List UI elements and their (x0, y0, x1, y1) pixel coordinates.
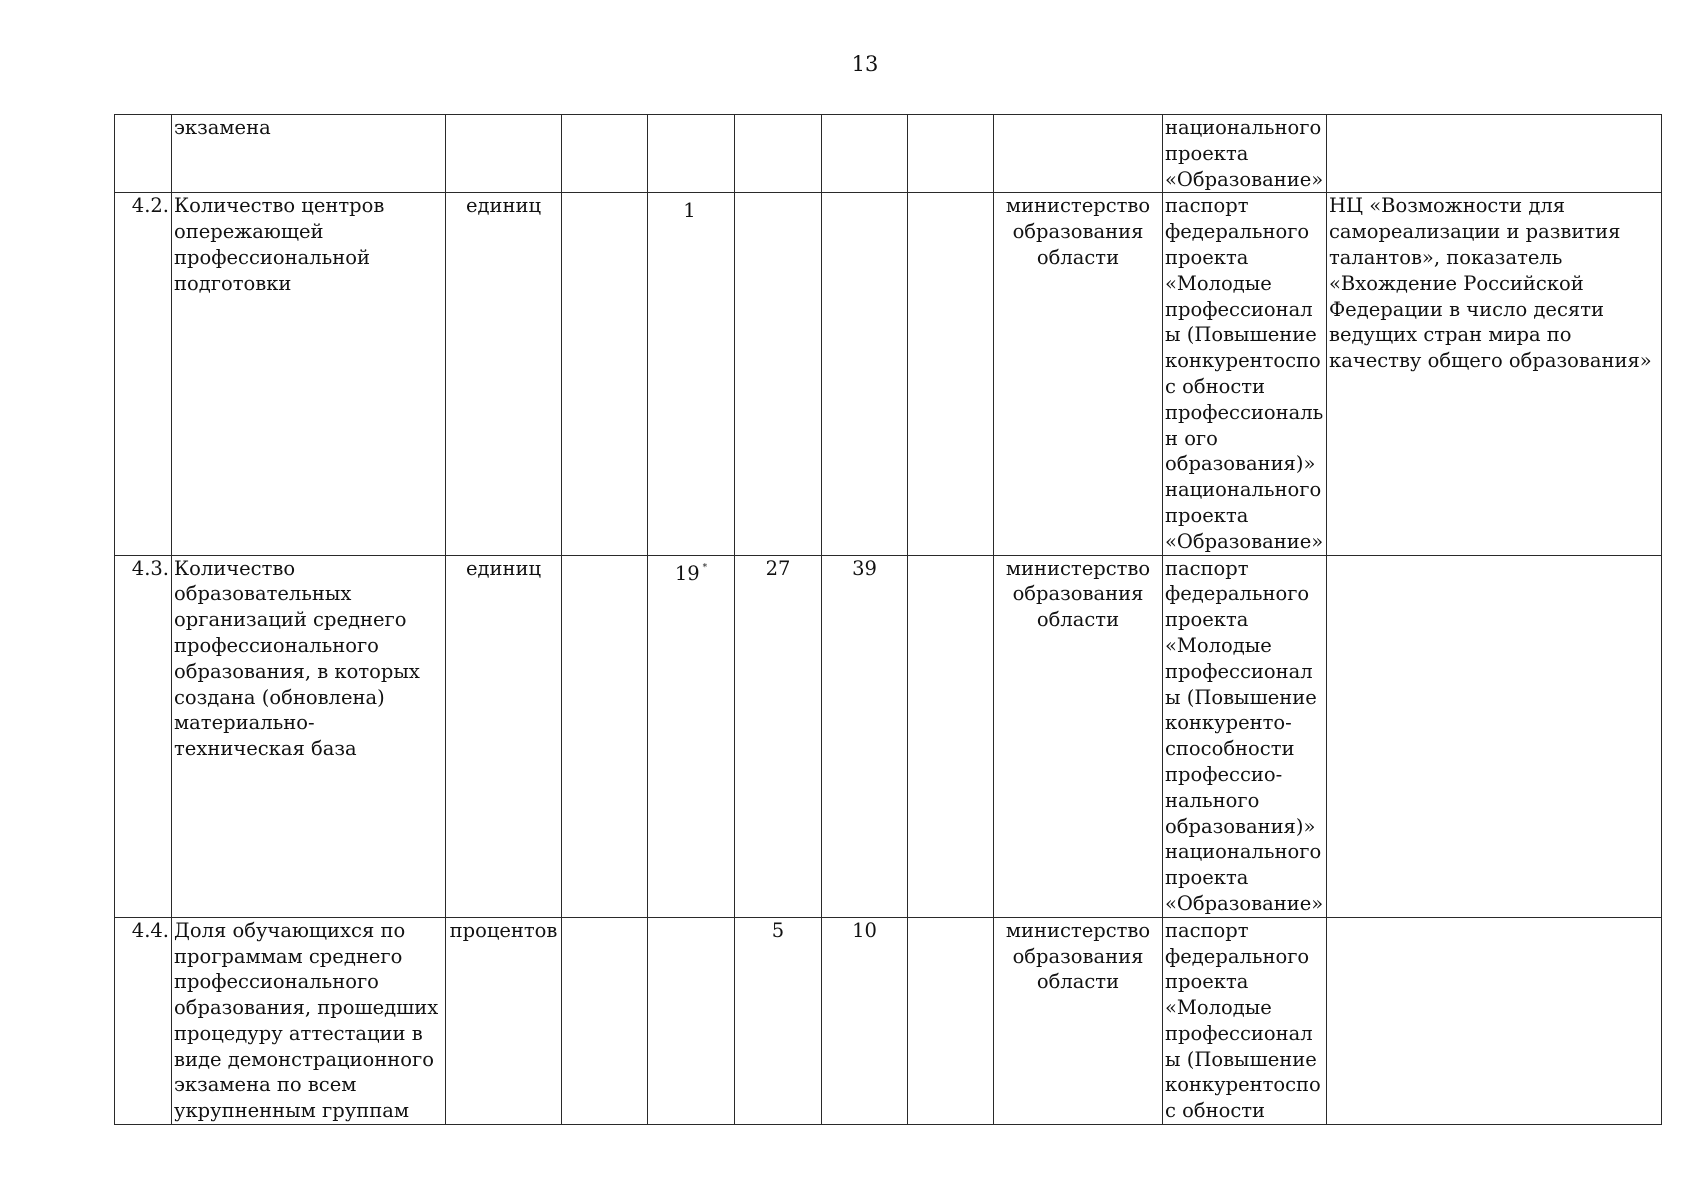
value-cell (562, 115, 648, 193)
value-cell (735, 193, 822, 555)
value-cell (822, 193, 908, 555)
value-cell (648, 917, 735, 1124)
value-cell (648, 193, 735, 555)
table-row (115, 115, 1662, 193)
indicator-name: Количество образовательных организаций среднего профессионального образования, в которых создана (обновлена) материально-техническая база (172, 555, 446, 917)
unit-cell: процентов (446, 917, 562, 1124)
link-cell (1327, 115, 1662, 193)
value-cell (908, 193, 994, 555)
unit-cell: единиц (446, 555, 562, 917)
value-cell (908, 115, 994, 193)
document-cell: национального проекта «Образование» (1163, 115, 1327, 193)
value-cell: 10 (822, 917, 908, 1124)
document-cell: паспорт федерального проекта «Молодые профессионалы (Повышение конкурентоспос обности профессиональн ого образования)» национального проекта «Образование» (1163, 193, 1327, 555)
value-cell (735, 115, 822, 193)
value-text: 19 (674, 561, 700, 585)
value-cell (648, 115, 735, 193)
document-cell: паспорт федерального проекта «Молодые профессионалы (Повышение конкуренто-способности профессио-нального образования)» национального проекта «Образование» (1163, 555, 1327, 917)
value-cell (562, 917, 648, 1124)
responsible-cell: министерство образования области (994, 917, 1163, 1124)
table-row (115, 555, 1662, 917)
indicator-name: экзамена (172, 115, 446, 193)
unit-cell: единиц (446, 193, 562, 555)
row-number (115, 115, 172, 193)
page-number: 13 (851, 52, 879, 76)
value-cell (562, 555, 648, 917)
value-cell (648, 555, 735, 917)
link-cell: НЦ «Возможности для самореализации и развития талантов», показатель «Вхождение Российской Федерации в число десяти ведущих стран мира по качеству общего образования» (1327, 193, 1662, 555)
indicator-name: Доля обучающихся по программам среднего профессионального образования, прошедших процедуру аттестации в виде демонстрационного экзамена по всем укрупненным группам (172, 917, 446, 1124)
value-cell (908, 555, 994, 917)
indicator-name: Количество центров опережающей профессиональной подготовки (172, 193, 446, 555)
row-number: 4.2. (115, 193, 172, 555)
unit-cell (446, 115, 562, 193)
value-cell (822, 115, 908, 193)
document-cell: паспорт федерального проекта «Молодые профессионалы (Повышение конкурентоспос обности (1163, 917, 1327, 1124)
responsible-cell (994, 115, 1163, 193)
responsible-cell: министерство образования области (994, 555, 1163, 917)
indicators-table (114, 114, 1662, 1125)
value-cell: 39 (822, 555, 908, 917)
table-row (115, 917, 1662, 1124)
row-number: 4.4. (115, 917, 172, 1124)
link-cell (1327, 555, 1662, 917)
value-cell: 27 (735, 555, 822, 917)
value-cell: 5 (735, 917, 822, 1124)
value-cell (908, 917, 994, 1124)
footnote-mark: * (702, 562, 708, 573)
value-text: 1 (683, 199, 696, 223)
link-cell (1327, 917, 1662, 1124)
row-number: 4.3. (115, 555, 172, 917)
table-row (115, 193, 1662, 555)
value-cell (562, 193, 648, 555)
responsible-cell: министерство образования области (994, 193, 1163, 555)
